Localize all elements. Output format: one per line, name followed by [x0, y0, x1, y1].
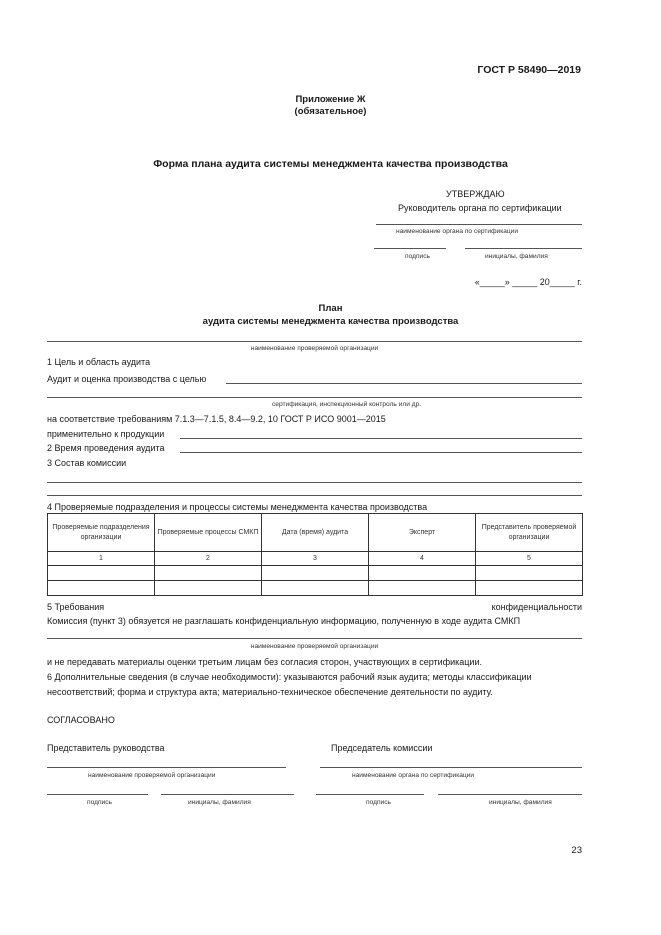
section-5-org-line	[47, 638, 582, 639]
table-number-cell: 4	[369, 552, 476, 566]
agreed-left-name-line	[161, 794, 294, 795]
table-cell	[48, 566, 155, 581]
plan-subtitle: аудита системы менеджмента качества производства	[202, 316, 459, 327]
section-1-heading: 1 Цель и область аудита	[47, 357, 151, 367]
agreed-right-signature-line	[316, 794, 424, 795]
purpose-field	[226, 383, 582, 384]
standard-number: ГОСТ Р 58490—2019	[477, 64, 581, 76]
agreed-right-org-line	[320, 767, 582, 768]
compliance-text: на соответствие требованиям 7.1.3—7.1.5, 8.4—9.2, 10 ГОСТ Р ИСО 9001—2015	[47, 414, 386, 424]
approve-name-line	[465, 248, 582, 249]
section-5-heading: 5 Требования	[47, 602, 105, 612]
agreed-left-name-caption: инициалы, фамилия	[188, 799, 251, 806]
table-header-cell: Эксперт	[369, 514, 476, 552]
section-3-heading: 3 Состав комиссии	[47, 458, 127, 468]
table-cell	[262, 566, 369, 581]
section-5-text-2: и не передавать материалы оценки третьим лицам без согласия сторон, участвующих в сертификации.	[47, 657, 482, 667]
table-cell	[476, 581, 583, 596]
annex-title: Приложение Ж	[295, 94, 366, 105]
purpose-caption: сертификация, инспекционный контроль или др.	[272, 401, 422, 408]
section-5-org-caption: наименование проверяемой организации	[250, 643, 379, 650]
plan-org-line	[47, 341, 582, 342]
table-header-cell: Дата (время) аудита	[262, 514, 369, 552]
annex-status: (обязательное)	[294, 106, 367, 117]
approve-signature-caption: подпись	[405, 253, 430, 260]
table-number-cell: 1	[48, 552, 155, 566]
table-number-cell: 3	[262, 552, 369, 566]
approve-label: УТВЕРЖДАЮ	[446, 189, 505, 199]
table-cell	[476, 566, 583, 581]
agreed-right-signature-caption: подпись	[366, 799, 391, 806]
agreed-left-signature-caption: подпись	[87, 799, 112, 806]
plan-title: План	[318, 303, 343, 314]
section-2-heading: 2 Время проведения аудита	[47, 443, 165, 453]
table-number-row	[48, 552, 583, 566]
agreed-label: СОГЛАСОВАНО	[47, 715, 115, 725]
approve-name-caption: инициалы, фамилия	[485, 253, 548, 260]
agreed-left-role: Представитель руководства	[47, 743, 165, 753]
plan-org-caption: наименование проверяемой организации	[250, 345, 379, 352]
purpose-field-2	[47, 397, 582, 398]
agreed-left-org-line	[47, 767, 286, 768]
agreed-left-caption: наименование проверяемой организации	[88, 772, 216, 779]
page-number: 23	[571, 845, 582, 856]
section-1-purpose-label: Аудит и оценка производства с целью	[47, 374, 207, 384]
table-cell	[155, 581, 262, 596]
table-cell	[48, 581, 155, 596]
form-title: Форма плана аудита системы менеджмента качества производства	[153, 158, 508, 170]
table-header-row	[48, 514, 583, 552]
approve-org-line	[376, 224, 582, 225]
section-5-text: Комиссия (пункт 3) обязуется не разглашать конфиденциальную информацию, полученную в ходе аудита СМКП	[47, 616, 521, 626]
product-label: применительно к продукции	[47, 429, 165, 439]
agreed-right-role: Председатель комиссии	[331, 743, 433, 753]
section-6-line-1: 6 Дополнительные сведения (в случае необходимости): указываются рабочий язык аудита; методы классификации	[47, 672, 532, 682]
agreed-right-name-caption: инициалы, фамилия	[489, 799, 552, 806]
table-header-cell: Представитель проверяемой организации	[476, 514, 583, 552]
agreed-right-name-line	[438, 794, 582, 795]
table-header-cell: Проверяемые подразделения организации	[48, 514, 155, 552]
section-4-heading: 4 Проверяемые подразделения и процессы системы менеджмента качества производства	[47, 502, 428, 512]
audit-table	[47, 513, 583, 596]
product-field	[180, 438, 582, 439]
table-header-cell: Проверяемые процессы СМКП	[155, 514, 262, 552]
commission-line-2	[47, 495, 582, 496]
table-cell	[262, 581, 369, 596]
table-number-cell: 5	[476, 552, 583, 566]
table-cell	[369, 566, 476, 581]
agreed-right-caption: наименование органа по сертификации	[352, 772, 475, 779]
section-6-line-2: несоответствий; форма и структура акта; материально-техническое обеспечение деятельности по аудиту.	[47, 687, 493, 697]
table-row	[48, 566, 583, 581]
approve-date-line: «_____» _____ 20_____ г.	[474, 277, 582, 287]
approve-org-caption: наименование органа по сертификации	[396, 228, 519, 235]
table-cell	[155, 566, 262, 581]
section-5-heading-end: конфиденциальности	[491, 602, 582, 612]
table-row	[48, 581, 583, 596]
audit-time-field	[180, 452, 582, 453]
commission-line-1	[47, 482, 582, 483]
agreed-left-signature-line	[47, 794, 148, 795]
approve-role: Руководитель органа по сертификации	[398, 203, 562, 213]
table-cell	[369, 581, 476, 596]
table-number-cell: 2	[155, 552, 262, 566]
approve-signature-line	[374, 248, 446, 249]
